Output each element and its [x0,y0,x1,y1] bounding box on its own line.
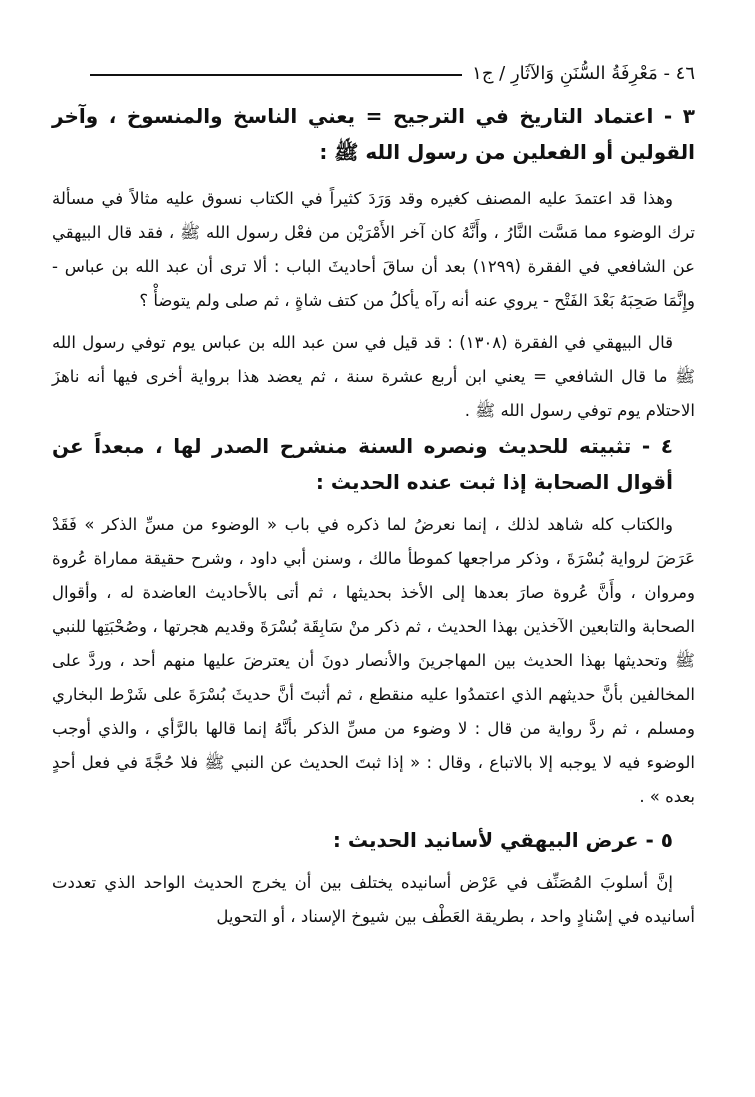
page-header [90,58,695,88]
page-body [52,98,695,934]
section-4-heading: ٤ - تثبيته للحديث ونصره السنة منشرح الصدر لها ، مبعداً عن أقوال الصحابة إذا ثبت عنده الحديث : [52,434,673,494]
section-3-paragraph-1: وهذا قد اعتمدَ عليه المصنف كغيره وقد وَرَدَ كثيراً في الكتاب نسوق عليه مثالاً في مسألة ترك الوضوء مما مَسَّت النَّارُ ، وأَنَّهُ كان آخر الأَمْرَيْن من فعْل رسول الله ﷺ ، فقد قال البيهقي عن الشافعي في الفقرة (١٢٩٩) بعد أن ساقَ أحاديثَ الباب : ألا ترى أن عبد الله بن عباس - وإِنَّمَا صَحِبَهُ بَعْدَ الفَتْح - يروي عنه أنه رآه يأكلُ من كتف شاةٍ ، ثم صلى ولم يتوضأْ ؟ [52,189,695,310]
running-head: ٤٦ - مَعْرِفَةُ السُّنَنِ وَالآثَارِ / ج١ [472,62,695,84]
section-5-paragraph-1: إنَّ أسلوبَ المُصَنِّف في عَرْض أسانيده يختلف بين أن يخرج الحديث الواحد الذي تعددت أسانيده في إسْنادٍ واحد ، بطريقة العَطْف بين شيوخ الإسناد ، أو التحويل [52,873,695,926]
section-3-heading: ٣ - اعتماد التاريخ في الترجيح = يعني الناسخ والمنسوخ ، وآخر القولين أو الفعلين من رسول الله ﷺ : [52,104,695,164]
section-5-heading: ٥ - عرض البيهقي لأسانيد الحديث : [332,828,673,852]
section-3-paragraph-2: قال البيهقي في الفقرة (١٣٠٨) : قد قيل في سن عبد الله بن عباس يوم توفي رسول الله ﷺ ما قال الشافعي = يعني ابن أربع عشرة سنة ، ثم يعضد هذا برواية أخرى فيها أنه ناهزَ الاحتلام يوم توفي رسول الله ﷺ . [52,333,695,420]
header-rule [90,74,462,76]
section-4-paragraph-1: والكتاب كله شاهد لذلك ، إنما نعرضُ لما ذكره في باب « الوضوء من مسِّ الذكر » فَقَدْ عَرَضَ لرواية بُسْرَةَ ، وذكر مراجعها كموطأ مالك ، وسنن أبي داود ، وشرح حقيقة مماراة عُروة ومروان ، وأَنَّ عُروة صارَ بعدها إلى الأخذ بحديثها ، ثم أتى بالأحاديث العاضدة له ، وأقوال الصحابة والتابعين الآخذين بهذا الحديث ، ثم ذكر منْ سَابِقَة بُسْرَةَ وقديم هجرتها ، وصُحْبَتِها للنبي ﷺ وتحديثها بهذا الحديث بين المهاجرينَ والأنصار دونَ أن يعترضَ عليها منهم أحد ، وردَّ على المخالفين بأنَّ حديثهم الذي اعتمدُوا عليه منقطع ، ثم أثبتَ أنَّ حديثَ بُسْرَةَ على شَرْط البخاري ومسلم ، ثم ردَّ رواية من قال : لا وضوء من مسِّ الذكر بأنَّهُ إنما قالها بالرَّأي ، والذي أوجب الوضوء فيه لا يوجبه إلا بالاتباع ، وقال : « إذا ثبتَ الحديث عن النبي ﷺ فلا حُجَّةَ في فعل أحدٍ بعده » . [52,515,695,806]
